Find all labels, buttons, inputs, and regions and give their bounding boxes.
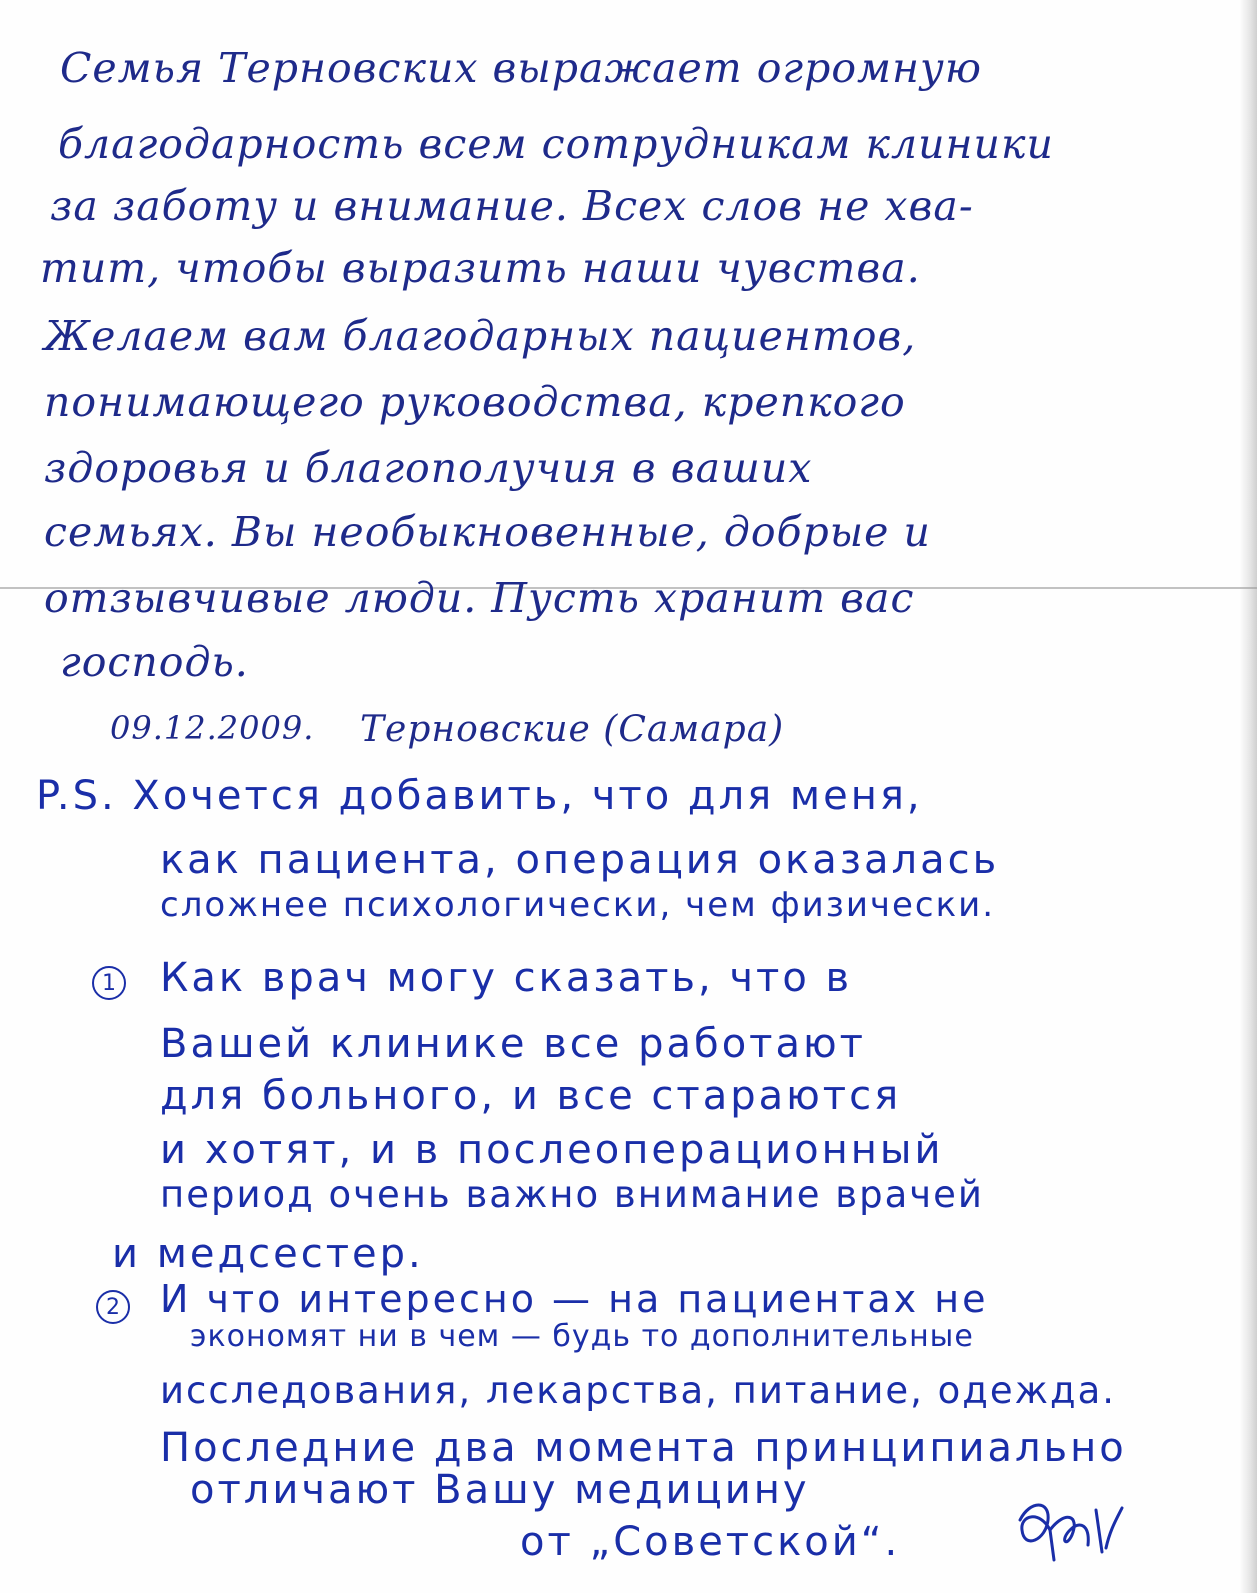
ps-line: отличают Вашу медицину [190,1467,810,1513]
ps-line: P.S. Хочется добавить, что для меня, [36,773,923,819]
letter-line: за заботу и внимание. Всех слов не хва- [50,182,974,230]
letter-line: отзывчивые люди. Пусть хранит вас [44,574,915,622]
ps-line: Вашей клинике все работают [160,1021,866,1067]
ps-line: период очень важно внимание врачей [160,1173,984,1216]
ps-line: сложнее психологически, чем физически. [160,885,996,925]
ps-line: экономят ни в чем — будь то дополнительные [190,1319,974,1354]
ps-line: Последние два момента принципиально [160,1425,1127,1471]
item-number-marker: 2 [96,1290,130,1324]
ps-line: Как врач могу сказать, что в [160,955,853,1001]
letter-line: Желаем вам благодарных пациентов, [44,312,917,360]
letter-signed: Терновские (Самара) [360,709,785,750]
ps-line: и хотят, и в послеоперационный [160,1127,944,1173]
letter-line: господь. [60,638,249,686]
letter-line: здоровья и благополучия в ваших [44,444,813,492]
letter-line: благодарность всем сотрудникам клиники [58,120,1054,168]
letter-line: понимающего руководства, крепкого [44,378,906,426]
ps-line: для больного, и все стараются [160,1073,902,1119]
ps-line: и медсестер. [112,1231,424,1277]
ps-line: И что интересно — на пациентах не [160,1277,989,1321]
letter-line: Семья Терновских выражает огромную [60,44,982,92]
letter-line: семьях. Вы необыкновенные, добрые и [44,508,931,556]
handwritten-signature-icon [1010,1490,1130,1570]
ps-line: как пациента, операция оказалась [160,837,1000,883]
page-edge [1239,0,1257,1593]
ps-line: исследования, лекарства, питание, одежда. [160,1369,1116,1412]
letter-date: 09.12.2009. [110,709,315,747]
ps-line: от „Советской“. [520,1519,901,1565]
item-number-marker: 1 [92,966,126,1000]
letter-line: тит, чтобы выразить наши чувства. [40,244,921,292]
